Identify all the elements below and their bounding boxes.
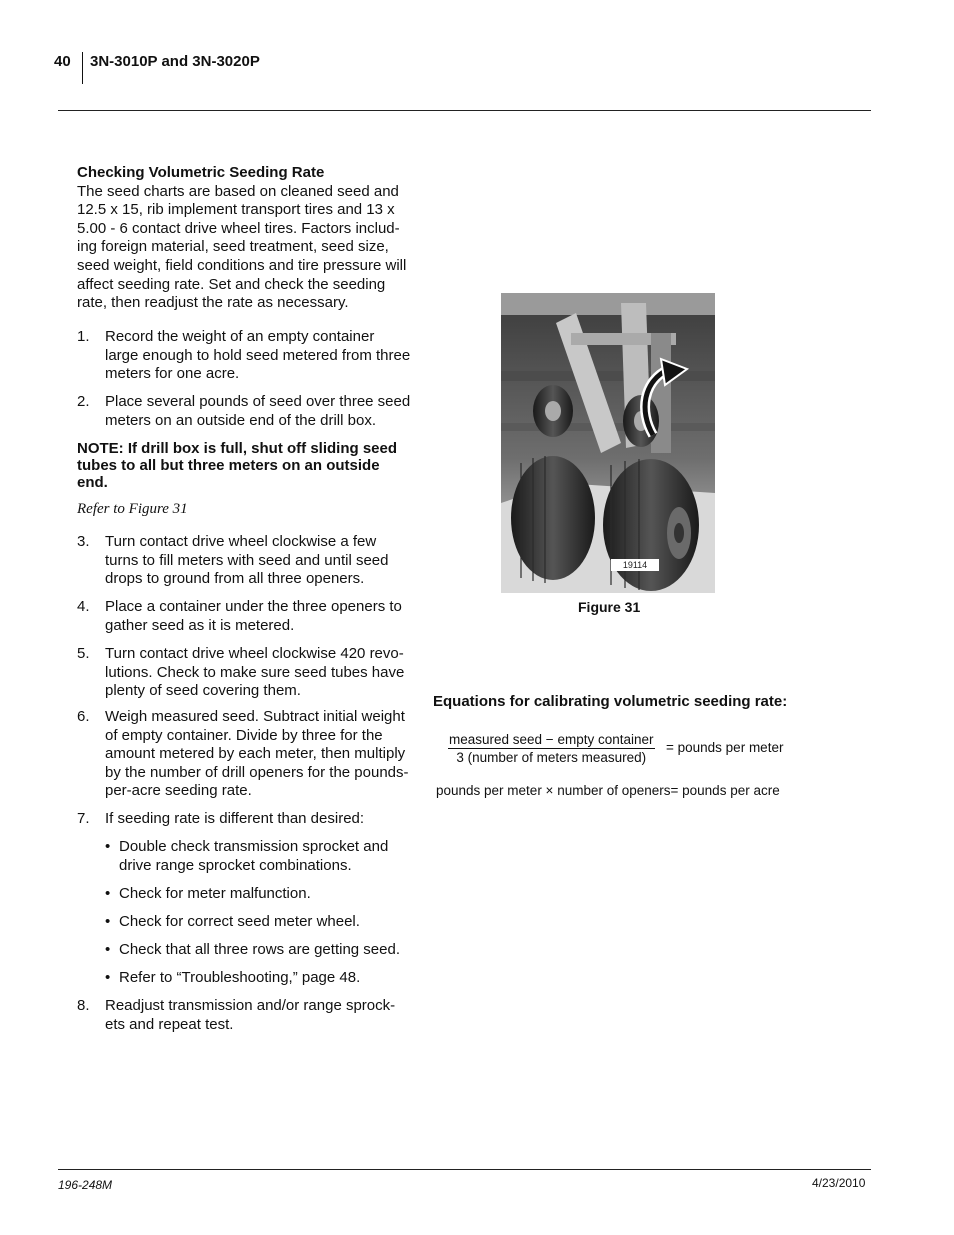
step-line: of empty container. Divide by three for the: [105, 726, 383, 744]
step-line: gather seed as it is metered.: [105, 616, 295, 634]
step-number: 6.: [77, 708, 90, 725]
step-line: Weigh measured seed. Subtract initial weight: [105, 708, 405, 725]
note-line: NOTE: If drill box is full, shut off sliding seed: [77, 440, 398, 457]
intro-line: 12.5 x 15, rib implement transport tires and 13 x: [77, 201, 395, 219]
bullet-item: [77, 838, 415, 875]
bullet-dot: •: [105, 885, 111, 902]
step-line: per-acre seeding rate.: [105, 782, 252, 800]
document-title: 3N-3010P and 3N-3020P: [90, 53, 260, 70]
step-line: turns to fill meters with seed and until seed: [105, 551, 389, 569]
bullet-line: Check that all three rows are getting seed.: [119, 941, 400, 958]
bullet-dot: •: [105, 838, 111, 855]
step-line: large enough to hold seed metered from three: [105, 346, 411, 364]
footer-rule: [58, 1169, 871, 1170]
step-line: Place a container under the three openers to: [105, 598, 402, 615]
bullet-line: Check for correct seed meter wheel.: [119, 913, 360, 930]
step-item: [77, 533, 415, 589]
photo-id-label: 19114: [622, 560, 648, 570]
equation-2: pounds per meter × number of openers= pounds per acre: [436, 783, 780, 798]
note-line: tubes to all but three meters on an outside: [77, 457, 380, 474]
step-item: [77, 598, 415, 635]
step-item: [77, 328, 415, 384]
step-item: [77, 708, 415, 801]
step-line: by the number of drill openers for the pounds-: [105, 763, 409, 781]
bullet-item: [77, 913, 415, 932]
bullet-item: [77, 969, 415, 988]
intro-line: 5.00 - 6 contact drive wheel tires. Factors includ-: [77, 219, 400, 237]
bullet-line: Check for meter malfunction.: [119, 885, 311, 902]
step-item: [77, 393, 415, 430]
step-number: 8.: [77, 997, 90, 1014]
equation-1-result: = pounds per meter: [666, 740, 784, 755]
equations-title: Equations for calibrating volumetric seeding rate:: [433, 693, 788, 710]
step-number: 7.: [77, 810, 90, 827]
bullet-item: [77, 941, 415, 960]
intro-block: [77, 164, 415, 313]
step-item: [77, 997, 415, 1034]
note-line: end.: [77, 474, 108, 491]
step-line: drops to ground from all three openers.: [105, 570, 365, 588]
step-number: 4.: [77, 598, 90, 615]
step-item: [77, 645, 415, 701]
equation-1-numerator: measured seed − empty container: [449, 732, 654, 747]
step-line: lutions. Check to make sure seed tubes have: [105, 663, 405, 681]
step-line: Place several pounds of seed over three seed: [105, 393, 411, 410]
step-line: meters for one acre.: [105, 365, 240, 383]
step-line: meters on an outside end of the drill box.: [105, 411, 376, 429]
header-rule: [58, 110, 871, 111]
step-line: Turn contact drive wheel clockwise a few: [105, 533, 377, 550]
bullet-dot: •: [105, 941, 111, 958]
step-line: amount metered by each meter, then multiply: [105, 745, 406, 763]
intro-line: seed weight, field conditions and tire pressure will: [77, 256, 407, 274]
intro-line: The seed charts are based on cleaned seed and: [77, 182, 399, 200]
figure-reference: Refer to Figure 31: [77, 501, 188, 517]
intro-line: rate, then readjust the rate as necessary.: [77, 294, 349, 312]
equation-1-denominator: 3 (number of meters measured): [456, 750, 647, 765]
step-line: ets and repeat test.: [105, 1015, 234, 1033]
figure-31-photo: [501, 293, 715, 593]
step-number: 2.: [77, 393, 90, 410]
intro-line: affect seeding rate. Set and check the seeding: [77, 275, 386, 293]
bullet-line: Refer to “Troubleshooting,” page 48.: [119, 969, 361, 986]
step-number: 5.: [77, 645, 90, 662]
step-line: If seeding rate is different than desired:: [105, 810, 365, 827]
step-number: 1.: [77, 328, 90, 345]
equation-1-fraction: [448, 732, 655, 765]
section-heading: Checking Volumetric Seeding Rate: [77, 164, 325, 181]
header-divider: [82, 52, 83, 84]
step-line: plenty of seed covering them.: [105, 682, 301, 700]
figure-caption: Figure 31: [578, 599, 641, 615]
step-line: Readjust transmission and/or range sprock-: [105, 997, 396, 1014]
document-number: 196-248M: [58, 1178, 113, 1192]
bullet-dot: •: [105, 969, 111, 986]
step-line: Record the weight of an empty container: [105, 328, 375, 345]
bullet-line: Double check transmission sprocket and: [119, 838, 389, 855]
intro-line: ing foreign material, seed treatment, seed size,: [77, 238, 389, 256]
step-line: Turn contact drive wheel clockwise 420 revo-: [105, 645, 404, 662]
bullet-dot: •: [105, 913, 111, 930]
step-number: 3.: [77, 533, 90, 550]
step-item: [77, 810, 415, 829]
note-block: [77, 440, 415, 491]
bullet-item: [77, 885, 415, 904]
publication-date: 4/23/2010: [812, 1176, 866, 1190]
page-number: 40: [54, 53, 71, 70]
bullet-line: drive range sprocket combinations.: [119, 856, 352, 874]
